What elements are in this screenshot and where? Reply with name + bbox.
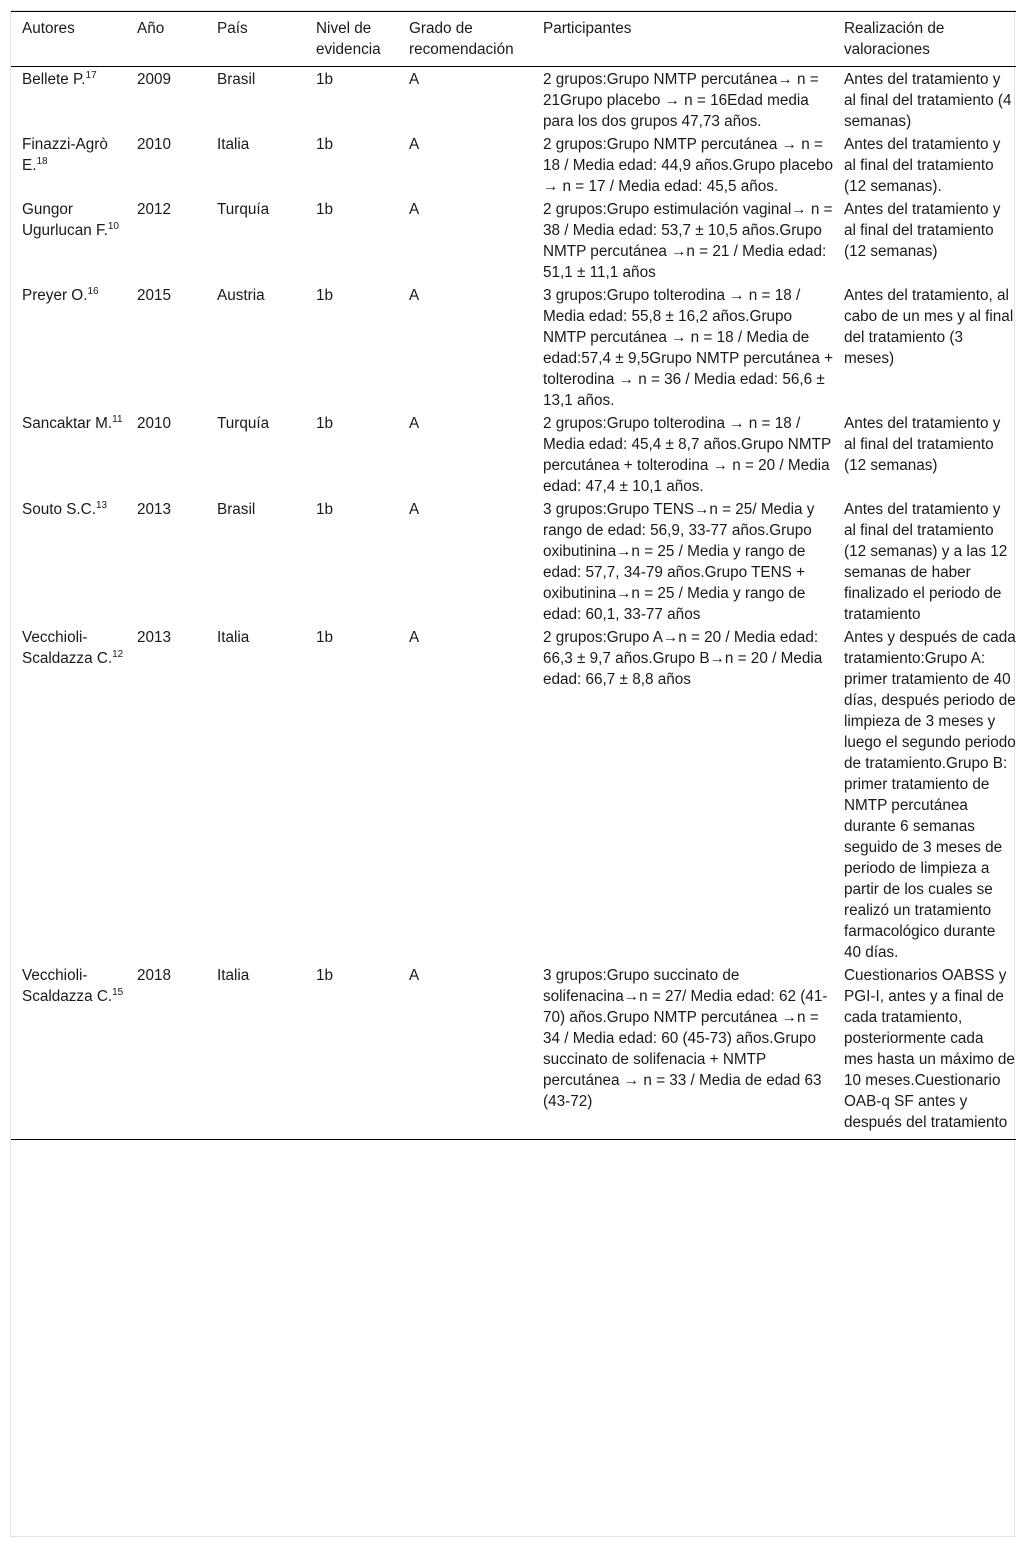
header-year: Año [126,12,206,67]
cell-assessments: Antes del tratamiento y al final del tratamiento (12 semanas) [844,415,1001,474]
reference-number: 17 [85,70,97,81]
cell-country: Italia [217,136,250,153]
cell-country: Italia [206,965,305,1140]
cell-assessments: Antes del tratamiento y al final del tratamiento (12 semanas). [844,136,1001,195]
table-container [10,10,1015,1537]
cell-year: 2012 [137,201,172,218]
cell-year: 2010 [137,415,172,432]
cell-evidence-level: 1b [316,71,334,88]
cell-author [11,965,126,1140]
header-recommendation-grade: Grado de recomendación [398,12,532,67]
table-row [11,285,1016,413]
cell-country: Brasil [217,71,256,88]
author-name: Sancaktar M. [22,415,113,432]
cell-author [11,199,126,285]
cell-evidence-level: 1b [305,965,398,1140]
cell-evidence-level: 1b [316,415,334,432]
author-name: Bellete P. [22,71,86,88]
cell-evidence-level: 1b [316,287,334,304]
cell-participants: 2 grupos:Grupo estimulación vaginal→ n = 38 / Media edad: 53,7 ± 10,5 años.Grupo NMTP percutánea →n = 21 / Media edad: 51,1 ± 11,1 años [543,201,833,281]
table-row [11,67,1016,135]
cell-assessments: Antes del tratamiento y al final del tratamiento (12 semanas) [844,201,1001,260]
cell-assessments: Antes del tratamiento, al cabo de un mes y al final del tratamiento (3 meses) [844,287,1014,367]
reference-number: 10 [107,221,119,232]
author-name: Gungor Ugurlucan F. [22,201,108,239]
cell-recommendation-grade: A [398,965,532,1140]
table-row [11,627,1016,965]
author-name: Finazzi-Agrò E. [22,136,108,174]
cell-author [11,627,126,965]
table-row [11,965,1016,1140]
reference-number: 18 [36,156,48,167]
cell-year: 2018 [126,965,206,1140]
cell-participants: 3 grupos:Grupo TENS→n = 25/ Media y rango de edad: 56,9, 33-77 años.Grupo oxibutinina→n = 25 / Media y rango de edad: 57,7, 34-79 años.Grupo TENS + oxibutinina→n = 25 / Media y rango de edad: 60,1, 33-77 años [543,501,815,623]
cell-author [11,134,126,199]
reference-number: 16 [87,286,99,297]
cell-evidence-level: 1b [316,501,334,518]
cell-author [11,67,126,135]
cell-assessments: Cuestionarios OABSS y PGI-I, antes y a final de cada tratamiento, posteriormente cada mes hasta un máximo de 10 meses.Cuestionario OAB-q SF antes y después del tratamiento [833,965,1016,1140]
cell-assessments: Antes y después de cada tratamiento:Grupo A: primer tratamiento de 40 días, después periodo de limpieza de 3 meses y luego el segundo periodo de tratamiento.Grupo B: primer tratamiento de NMTP percutánea durante 6 semanas seguido de 3 meses de periodo de limpieza a partir de los cuales se realizó un tratamiento farmacológico durante 40 días. [844,629,1016,961]
cell-participants: 2 grupos:Grupo tolterodina → n = 18 / Media edad: 45,4 ± 8,7 años.Grupo NMTP percutánea + tolterodina → n = 20 / Media edad: 47,4 ± 10,1 años. [543,415,831,495]
studies-table [11,11,1016,1140]
header-authors: Autores [11,12,126,67]
reference-number: 11 [112,414,123,425]
table-row [11,413,1016,499]
cell-author [11,413,126,499]
table-row [11,199,1016,285]
cell-recommendation-grade: A [409,287,420,304]
header-evidence-level: Nivel de evidencia [305,12,398,67]
reference-number: 13 [95,500,108,511]
cell-recommendation-grade: A [409,71,420,88]
cell-recommendation-grade: A [409,501,420,518]
table-row [11,134,1016,199]
table-row [11,499,1016,627]
cell-participants: 2 grupos:Grupo NMTP percutánea → n = 18 / Media edad: 44,9 años.Grupo placebo → n = 17 / Media edad: 45,5 años. [543,136,833,195]
cell-author [11,285,126,413]
cell-participants: 2 grupos:Grupo A→n = 20 / Media edad: 66,3 ± 9,7 años.Grupo B→n = 20 / Media edad: 66,7 ± 8,8 años [543,629,823,688]
cell-author [11,499,126,627]
cell-participants: 3 grupos:Grupo succinato de solifenacina→n = 27/ Media edad: 62 (41-70) años.Grupo NMTP percutánea →n = 34 / Media edad: 60 (45-73) años.Grupo succinato de solifenacia + NMTP percutánea → n = 33 / Media de edad 63 (43-72) [532,965,833,1140]
cell-assessments: Antes del tratamiento y al final del tratamiento (12 semanas) y a las 12 semanas de haber finalizado el periodo de tratamiento [844,501,1008,623]
cell-assessments: Antes del tratamiento y al final del tratamiento (4 semanas) [844,71,1012,130]
cell-country: Brasil [217,501,256,518]
cell-participants: 2 grupos:Grupo NMTP percutánea→ n = 21Grupo placebo → n = 16Edad media para los dos grupos 47,73 años. [543,71,819,130]
cell-country: Turquía [217,415,270,432]
header-participants: Participantes [532,12,833,67]
author-name: Souto S.C. [22,501,96,518]
cell-evidence-level: 1b [316,201,334,218]
cell-country: Turquía [217,201,270,218]
cell-country: Austria [217,287,265,304]
cell-year: 2010 [137,136,172,153]
cell-evidence-level: 1b [316,136,334,153]
cell-recommendation-grade: A [409,136,420,153]
cell-country: Italia [217,629,250,646]
reference-number: 15 [112,987,124,998]
cell-year: 2009 [137,71,172,88]
cell-year: 2015 [137,287,172,304]
cell-participants: 3 grupos:Grupo tolterodina → n = 18 / Media edad: 55,8 ± 16,2 años.Grupo NMTP percutánea → n = 18 / Media de edad:57,4 ± 9,5Grupo NMTP percutánea + tolterodina → n = 36 / Media edad: 56,6 ± 13,1 años. [543,287,834,409]
cell-year: 2013 [137,629,172,646]
cell-recommendation-grade: A [409,201,420,218]
cell-evidence-level: 1b [316,629,334,646]
reference-number: 12 [112,649,124,660]
header-row [11,12,1016,67]
header-assessments: Realización de valoraciones [833,12,1016,67]
author-name: Preyer O. [22,287,88,304]
cell-recommendation-grade: A [409,415,420,432]
header-country: País [206,12,305,67]
cell-recommendation-grade: A [409,629,420,646]
author-name: Vecchioli-Scaldazza C. [22,629,113,667]
cell-year: 2013 [137,501,172,518]
author-name: Vecchioli-Scaldazza C. [22,967,113,1005]
